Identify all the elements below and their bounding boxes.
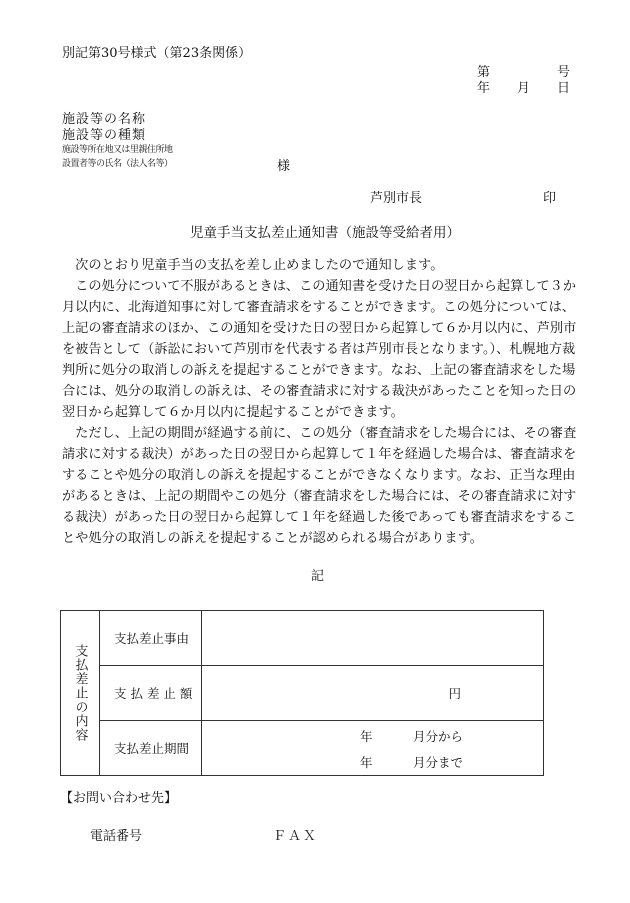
side-label-cell (61, 611, 100, 776)
stop-details-table (60, 610, 544, 776)
honorific-sama: 様 (277, 159, 291, 174)
date-month: 月 (517, 81, 531, 96)
body-line: 合には、処分の取消しの訴えは、その審査請求に対する裁決があったことを知った日の (62, 384, 577, 399)
number-dai: 第 (477, 65, 491, 80)
side-label: 支払差止の内容 (72, 644, 88, 742)
reason-label: 支払差止事由 (100, 611, 202, 666)
body-line: があるときは、上記の期間やこの処分（審査請求をした場合には、その審査請求に対す (62, 489, 577, 504)
fax-label: ＦＡＸ (273, 829, 319, 844)
body-line: 請求に対する裁決）があった日の翌日から起算して１年を経過した場合は、審査請求を (62, 447, 577, 462)
body-line: る裁決）があった日の翌日から起算して１年を経過した後であっても審査請求をするこ (62, 510, 577, 525)
owner-name-label: 設置者等の氏名（法人名等） (62, 159, 173, 169)
date-year: 年 (477, 81, 491, 96)
period-from-year: 年 (360, 729, 373, 744)
ki-marker: 記 (311, 569, 325, 584)
facility-address-label: 施設等所在地又は里親住所地 (62, 145, 173, 155)
reason-value[interactable] (202, 611, 544, 666)
period-value[interactable] (202, 721, 544, 776)
body-line: ただし、上記の期間が経過する前に、この処分（審査請求をした場合には、その審査 (62, 426, 577, 441)
body-line: この処分について不服があるときは、この通知書を受けた日の翌日から起算して３か (62, 279, 577, 294)
amount-value[interactable] (202, 666, 544, 721)
contact-heading: 【お問い合わせ先】 (60, 791, 178, 806)
yen-unit: 円 (448, 686, 461, 701)
body-line: 判所に処分の取消しの訴えを提起することができます。なお、上記の審査請求をした場 (62, 363, 576, 378)
body-line: することや処分の取消しの訴えを提起することができなくなります。なお、正当な理由 (62, 468, 576, 483)
body-line: とや処分の取消しの訴えを提起することが認められる場合があります。 (62, 531, 483, 546)
number-go: 号 (557, 65, 571, 80)
issuer-title: 芦別市長 (370, 191, 423, 206)
phone-label: 電話番号 (90, 829, 143, 844)
body-line: 上記の審査請求のほか、この通知を受けた日の翌日から起算して６か月以内に、芦別市 (62, 321, 577, 336)
date-day: 日 (557, 81, 571, 96)
period-to-month: 月分まで (413, 755, 464, 770)
facility-name-label: 施設等の名称 (62, 112, 147, 127)
document-title: 児童手当支払差止通知書（施設等受給者用） (190, 225, 460, 241)
facility-type-label: 施設等の種類 (62, 128, 147, 143)
body-line: 翌日から起算して６か月以内に提起することができます。 (62, 405, 404, 420)
period-to-year: 年 (360, 755, 373, 770)
form-title: 別記第30号様式（第23条関係） (62, 46, 252, 61)
body-line: 次のとおり児童手当の支払を差し止めましたので通知します。 (62, 258, 444, 273)
body-line: 月以内に、北海道知事に対して審査請求をすることができます。この処分については、 (62, 300, 575, 315)
seal-mark: 印 (543, 191, 557, 206)
body-line: を被告として（訴訟において芦別市を代表する者は芦別市長となります。）、札幌地方裁 (62, 342, 576, 357)
period-from-month: 月分から (413, 729, 464, 744)
amount-label: 支 払 差 止 額 (100, 666, 202, 721)
period-label: 支払差止期間 (100, 721, 202, 776)
